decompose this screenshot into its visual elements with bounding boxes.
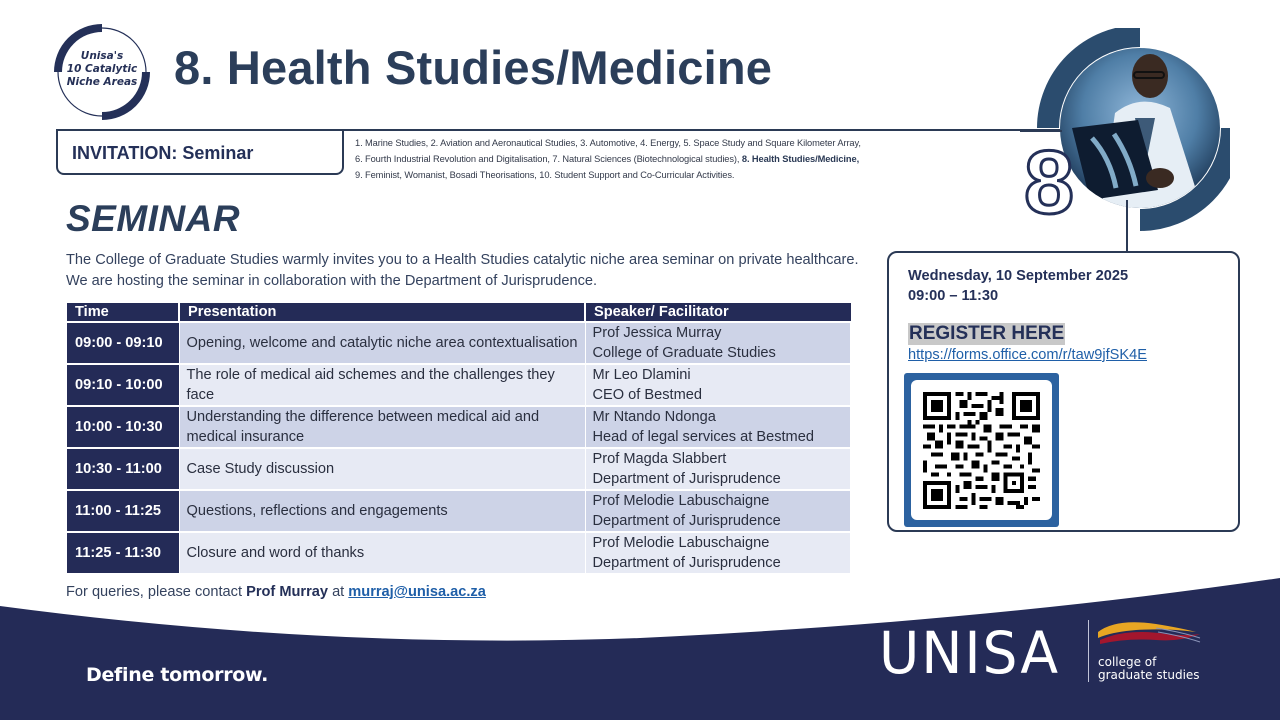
niche-line-2-text: 6. Fourth Industrial Revolution and Digitalisation, 7. Natural Sciences (Biotechnological studies), <box>355 154 740 164</box>
qr-code-frame[interactable] <box>904 373 1059 527</box>
time-cell: 11:00 - 11:25 <box>67 490 179 532</box>
column-header-speaker: Speaker/ Facilitator <box>585 303 851 322</box>
qr-code <box>911 380 1052 520</box>
agenda-header-row <box>67 303 851 322</box>
badge-line: Unisa's <box>80 50 124 62</box>
speaker-name: Prof Jessica Murray <box>592 325 722 341</box>
header-divider <box>342 129 1062 131</box>
speaker-cell <box>585 490 851 532</box>
speaker-affiliation: Department of Jurisprudence <box>592 471 781 487</box>
catalytic-niche-badge <box>54 24 150 120</box>
contact-middle: at <box>332 584 345 600</box>
presentation-cell: Opening, welcome and catalytic niche area contextualisation <box>179 322 585 364</box>
presentation-cell: Case Study discussion <box>179 448 585 490</box>
connector-line <box>1126 200 1128 252</box>
table-row <box>67 490 851 532</box>
agenda-table <box>67 303 851 573</box>
speaker-cell <box>585 448 851 490</box>
niche-highlight: 8. Health Studies/Medicine, <box>741 154 860 164</box>
presentation-cell: Understanding the difference between medical aid and medical insurance <box>179 406 585 448</box>
event-datetime <box>908 266 1128 306</box>
column-header-time: Time <box>67 303 179 322</box>
contact-name: Prof Murray <box>246 584 328 600</box>
event-date: Wednesday, 10 September 2025 <box>908 268 1129 284</box>
speaker-cell <box>585 406 851 448</box>
speaker-affiliation: Department of Jurisprudence <box>592 555 781 571</box>
time-cell: 10:30 - 11:00 <box>67 448 179 490</box>
college-of-graduate-studies-label <box>1098 656 1200 682</box>
registration-card <box>887 251 1240 532</box>
badge-line: Niche Areas <box>66 76 138 88</box>
speaker-cell <box>585 322 851 364</box>
speaker-affiliation: Department of Jurisprudence <box>592 513 781 529</box>
unisa-swoosh-icon <box>1096 618 1206 648</box>
seminar-heading: SEMINAR <box>66 198 241 239</box>
speaker-name: Mr Ntando Ndonga <box>592 409 716 425</box>
time-cell: 09:00 - 09:10 <box>67 322 179 364</box>
sub-brand-line: graduate studies <box>1098 668 1200 682</box>
table-row <box>67 364 851 406</box>
qr-code-icon <box>923 392 1040 509</box>
speaker-affiliation: College of Graduate Studies <box>592 345 776 361</box>
time-cell: 11:25 - 11:30 <box>67 532 179 573</box>
page-title: 8. Health Studies/Medicine <box>174 41 773 94</box>
niche-line-2 <box>355 151 995 167</box>
badge-line: 10 Catalytic <box>66 63 138 75</box>
invitation-label: INVITATION: Seminar <box>72 143 254 163</box>
niche-number: 8 <box>1024 133 1075 233</box>
invitation-box <box>56 129 344 175</box>
speaker-cell <box>585 364 851 406</box>
presentation-cell: Questions, reflections and engagements <box>179 490 585 532</box>
unisa-logo-text: UNISA <box>879 619 1060 687</box>
speaker-name: Prof Melodie Labuschaigne <box>592 493 770 509</box>
event-time: 09:00 – 11:30 <box>908 288 999 304</box>
logo-divider <box>1088 620 1089 682</box>
footer-tagline: Define tomorrow. <box>86 664 268 686</box>
speaker-affiliation: CEO of Bestmed <box>592 387 702 403</box>
badge-text <box>54 50 150 89</box>
time-cell: 09:10 - 10:00 <box>67 364 179 406</box>
table-row <box>67 406 851 448</box>
sub-brand-line: college of <box>1098 655 1157 669</box>
register-here-button[interactable]: REGISTER HERE <box>909 323 1065 344</box>
speaker-name: Mr Leo Dlamini <box>592 367 691 383</box>
table-row <box>67 322 851 364</box>
table-row <box>67 448 851 490</box>
contact-prefix: For queries, please contact <box>66 584 243 600</box>
niche-line-1: 1. Marine Studies, 2. Aviation and Aeronautical Studies, 3. Automotive, 4. Energy, 5. Space Study and Square Kilometer Array, <box>355 138 861 148</box>
speaker-name: Prof Magda Slabbert <box>592 451 727 467</box>
niche-areas-list <box>355 135 995 183</box>
presentation-cell: Closure and word of thanks <box>179 532 585 573</box>
time-cell: 10:00 - 10:30 <box>67 406 179 448</box>
registration-link[interactable]: https://forms.office.com/r/taw9jfSK4E <box>908 347 1147 363</box>
niche-line-3: 9. Feminist, Womanist, Bosadi Theorisations, 10. Student Support and Co-Curricular Activities. <box>355 170 735 180</box>
presentation-cell: The role of medical aid schemes and the challenges they face <box>179 364 585 406</box>
intro-paragraph: The College of Graduate Studies warmly invites you to a Health Studies catalytic niche area seminar on private healthcare. We are hosting the seminar in collaboration with the Department of Jurisprudence. <box>66 252 859 289</box>
contact-email-link[interactable]: murraj@unisa.ac.za <box>348 584 486 600</box>
speaker-affiliation: Head of legal services at Bestmed <box>592 429 814 445</box>
speaker-name: Prof Melodie Labuschaigne <box>592 535 770 551</box>
column-header-presentation: Presentation <box>179 303 585 322</box>
